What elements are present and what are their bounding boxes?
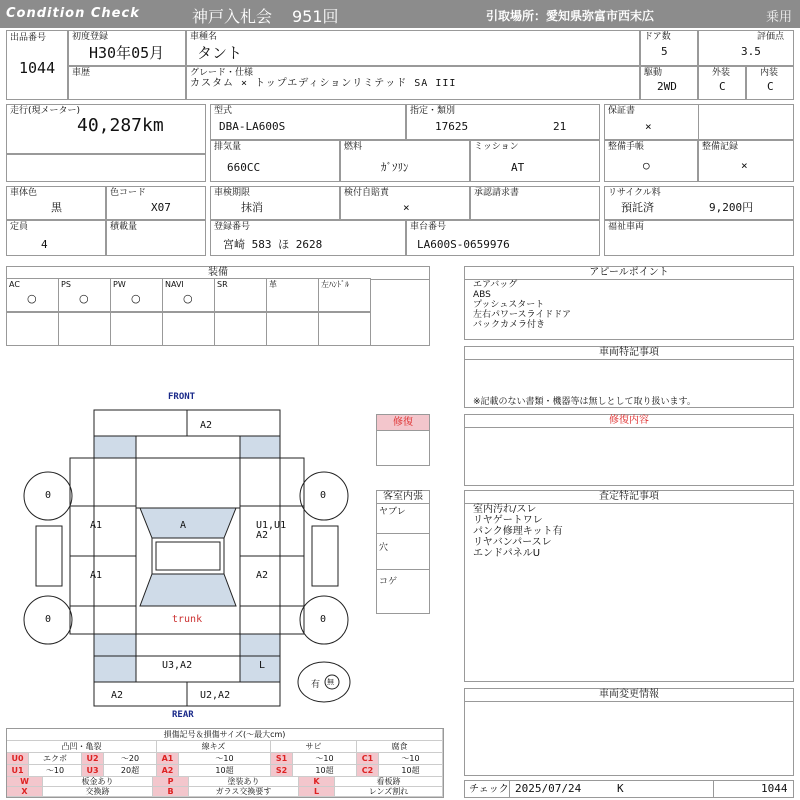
mileage-label: 走行(現メーター) — [10, 106, 81, 116]
trunk-label: trunk — [172, 614, 203, 625]
lot-number-box — [6, 30, 68, 100]
legend-code: S2 — [271, 765, 293, 777]
legend-mark-code: L — [299, 787, 335, 797]
equipment-name: 左ﾊﾝﾄﾞﾙ — [321, 280, 349, 289]
load-box — [106, 220, 206, 256]
self-liability: × — [403, 201, 410, 214]
mark-roof: A — [180, 520, 187, 531]
car-name-label: 車種名 — [190, 32, 218, 42]
assessment-item: リヤバンパースレ — [473, 537, 552, 548]
body-color-box — [6, 186, 106, 220]
first-reg: H30年05月 — [89, 44, 165, 62]
fuel: ｶﾞｿﾘﾝ — [381, 161, 409, 174]
check-number: 1044 — [761, 782, 788, 795]
equipment-cell — [318, 278, 371, 312]
interior-panel — [376, 490, 430, 614]
assessment-list — [473, 504, 563, 559]
legend-mark-code: B — [153, 787, 189, 797]
legend-desc: 10超 — [379, 765, 443, 777]
equipment-name: SR — [217, 280, 228, 289]
doors: 5 — [661, 45, 668, 58]
mark-front-left-door: A1 — [90, 520, 103, 531]
spare-tire-icon: 無 — [327, 678, 334, 686]
change-title: 車両変更情報 — [465, 689, 793, 702]
grade: カスタム × トップエディションリミテッド SA III — [190, 78, 457, 89]
score: 3.5 — [741, 45, 761, 58]
equipment-name: PW — [113, 280, 126, 289]
legend-title: 損傷記号＆損傷サイズ(～最大cm) — [7, 729, 443, 741]
record: × — [741, 159, 748, 172]
equipment-mark: ○ — [183, 292, 193, 305]
interior-tear: ヤブレ — [379, 507, 406, 517]
mileage: 40,287km — [77, 115, 164, 136]
inspection-box — [210, 186, 340, 220]
mark-rear-bumper-right: U2,A2 — [200, 690, 231, 701]
legend-desc: ～10 — [179, 753, 271, 765]
vehicle-category: 乗用 — [766, 10, 793, 25]
equipment-cell — [214, 278, 267, 312]
tire-front-left: 0 — [45, 490, 52, 501]
equipment-cell-empty — [6, 312, 59, 346]
warranty: × — [645, 120, 652, 133]
legend-mark-code: W — [7, 777, 43, 787]
equipment-cell — [58, 278, 111, 312]
check-date: 2025/07/24 — [515, 782, 582, 795]
lot-number: 1044 — [19, 59, 56, 77]
front-label: FRONT — [168, 392, 196, 402]
color-code: X07 — [151, 201, 171, 214]
change-panel — [464, 688, 794, 776]
car-name-box — [186, 30, 640, 66]
color-code-label: 色コード — [110, 188, 147, 198]
record-label: 整備記録 — [702, 142, 739, 152]
inspection-label: 車検期限 — [214, 188, 251, 198]
tire-rear-right: 0 — [320, 614, 327, 625]
appeal-item: プッシュスタート — [473, 300, 545, 310]
equipment-title: 装備 — [7, 267, 429, 280]
model-box — [210, 104, 406, 140]
legend-code: A2 — [157, 765, 179, 777]
special-panel — [464, 346, 794, 408]
exterior-grade: C — [719, 80, 726, 93]
assessment-item: リヤゲートワレ — [473, 515, 543, 526]
check-label: チェック — [469, 784, 509, 795]
repair-side-title: 修復 — [377, 415, 429, 431]
legend-group-rust: サビ — [271, 741, 357, 753]
reg-no: 宮崎 583 ほ 2628 — [223, 238, 323, 251]
legend-mark-code: X — [7, 787, 43, 797]
equipment-name: 革 — [269, 280, 277, 289]
body-color: 黒 — [51, 201, 62, 214]
fuel-box — [340, 140, 470, 182]
car-diagram — [6, 386, 376, 726]
car-name: タント — [197, 44, 243, 62]
drive-box — [640, 66, 698, 100]
self-liability-label: 検付自賠責 — [344, 188, 390, 198]
appeal-item: エアバッグ — [473, 280, 518, 290]
special-title: 車両特記事項 — [465, 347, 793, 360]
legend-code: U1 — [7, 765, 29, 777]
legend-mark-desc: ガラス交換要す — [189, 787, 299, 797]
legend-code: U2 — [82, 753, 104, 765]
mission-label: ミッション — [474, 142, 519, 152]
model: DBA-LA600S — [219, 120, 286, 133]
appeal-list — [473, 280, 571, 330]
mark-rear-left-door: A1 — [90, 570, 103, 581]
equipment-cell-empty — [58, 312, 111, 346]
legend-mark-desc: 看板跡 — [335, 777, 443, 787]
legend-desc: ～10 — [293, 753, 357, 765]
legend-code: A1 — [157, 753, 179, 765]
repair-side-box — [376, 414, 430, 466]
appeal-item: 左右パワースライドドア — [473, 310, 572, 320]
doors-box — [640, 30, 698, 66]
interior-grade-label: 内装 — [760, 68, 779, 78]
assessment-title: 査定特記事項 — [465, 491, 793, 504]
spec-box — [406, 104, 600, 140]
legend-desc: 20超 — [104, 765, 157, 777]
manual-label: 整備手帳 — [608, 142, 645, 152]
score-label: 評価点 — [757, 32, 785, 42]
welfare-label: 福祉車両 — [608, 222, 645, 232]
mark-rear-gate: U3,A2 — [162, 660, 193, 671]
chassis-label: 車台番号 — [410, 222, 447, 232]
equipment-cell-empty — [266, 312, 319, 346]
equipment-mark: ○ — [79, 292, 89, 305]
mission-box — [470, 140, 600, 182]
manual-box — [604, 140, 698, 182]
history-label: 車歴 — [72, 68, 91, 78]
interior-title: 客室内張 — [377, 491, 429, 504]
damage-legend — [6, 728, 444, 798]
mission: AT — [511, 161, 525, 174]
legend-mark-desc: 塗装あり — [189, 777, 299, 787]
manual: ○ — [643, 159, 650, 172]
equipment-name: AC — [9, 280, 20, 289]
spec-2: 21 — [553, 120, 567, 133]
mark-front-bumper: A2 — [200, 420, 213, 431]
self-liability-box — [340, 186, 470, 220]
pickup-location: 引取場所：愛知県弥富市西末広 — [486, 9, 655, 23]
legend-mark-desc: レンズ割れ — [335, 787, 443, 797]
equipment-cell-empty — [214, 312, 267, 346]
chassis: LA600S-0659976 — [417, 238, 510, 251]
doors-label: ドア数 — [644, 32, 671, 42]
equipment-cell-empty — [162, 312, 215, 346]
legend-mark-code: P — [153, 777, 189, 787]
interior-grade: C — [767, 80, 774, 93]
legend-desc: エクボ — [29, 753, 82, 765]
model-label: 型式 — [214, 106, 233, 116]
body-color-label: 車体色 — [10, 188, 38, 198]
warranty-label: 保証書 — [608, 106, 636, 116]
appeal-title: アピールポイント — [465, 267, 793, 280]
approval-box — [470, 186, 600, 220]
interior-hole: 穴 — [379, 543, 389, 553]
drive-label: 駆動 — [644, 68, 663, 78]
recycle-status: 預託済 — [621, 201, 654, 214]
auction-name: 神戸入札会 — [192, 7, 273, 26]
mileage-box — [6, 104, 206, 154]
check-bar — [464, 780, 794, 798]
legend-desc: 10超 — [293, 765, 357, 777]
legend-code: C1 — [357, 753, 379, 765]
equipment-cell — [266, 278, 319, 312]
grade-label: グレード・仕様 — [190, 68, 254, 78]
score-box — [698, 30, 794, 66]
equipment-cell — [6, 278, 59, 312]
color-code-box — [106, 186, 206, 220]
reg-no-label: 登録番号 — [214, 222, 251, 232]
fuel-label: 燃料 — [344, 142, 363, 152]
capacity: 4 — [41, 238, 48, 251]
legend-group-dent: 凸凹・亀裂 — [7, 741, 157, 753]
legend-desc: 10超 — [179, 765, 271, 777]
capacity-label: 定員 — [10, 222, 29, 232]
legend-mark-desc: 交換跡 — [43, 787, 153, 797]
interior-grade-box — [746, 66, 794, 100]
load-label: 積載量 — [110, 222, 138, 232]
tire-front-right: 0 — [320, 490, 327, 501]
equipment-cell — [162, 278, 215, 312]
history-box — [68, 66, 186, 100]
displacement: 660CC — [227, 161, 261, 174]
rear-label: REAR — [172, 710, 194, 720]
legend-code: S1 — [271, 753, 293, 765]
legend-code: C2 — [357, 765, 379, 777]
capacity-box — [6, 220, 106, 256]
mileage-sub-box — [6, 154, 206, 182]
drive: 2WD — [657, 80, 677, 93]
mark-right-front: U1,U1 — [256, 520, 287, 531]
tire-rear-left: 0 — [45, 614, 52, 625]
assessment-item: エンドパネルU — [473, 548, 541, 559]
legend-desc: ～20 — [104, 753, 157, 765]
assessment-item: パンク修理キット有 — [473, 526, 563, 537]
first-reg-label: 初度登録 — [72, 32, 109, 42]
interior-burn: コゲ — [379, 577, 398, 587]
welfare-box — [604, 220, 794, 256]
equipment-cell-empty — [318, 312, 371, 346]
displacement-label: 排気量 — [214, 142, 242, 152]
spec-label: 指定・類別 — [410, 106, 456, 116]
warranty-box — [604, 104, 794, 140]
equipment-cell-empty — [110, 312, 163, 346]
chassis-box — [406, 220, 600, 256]
approval-label: 承認請求書 — [474, 188, 520, 198]
spec-1: 17625 — [435, 120, 469, 133]
exterior-box — [698, 66, 746, 100]
legend-desc: ～10 — [379, 753, 443, 765]
recycle-label: リサイクル料 — [608, 188, 661, 198]
legend-group-scratch: 線キズ — [157, 741, 271, 753]
exterior-label: 外装 — [712, 68, 731, 78]
legend-mark-desc: 板金あり — [43, 777, 153, 787]
grade-box — [186, 66, 640, 100]
first-reg-box — [68, 30, 186, 66]
legend-code: U3 — [82, 765, 104, 777]
assessment-item: 室内汚れ/スレ — [473, 504, 537, 515]
legend-mark-code: K — [299, 777, 335, 787]
equipment-cell — [110, 278, 163, 312]
auction-lot: 951回 — [292, 7, 339, 26]
appeal-item: バックカメラ付き — [473, 320, 546, 330]
legend-desc: ～10 — [29, 765, 82, 777]
mark-right-front-2: A2 — [256, 530, 269, 541]
legend-code: U0 — [7, 753, 29, 765]
condition-check-title: Condition Check — [6, 6, 140, 21]
reg-no-box — [210, 220, 406, 256]
equipment-mark: ○ — [27, 292, 37, 305]
check-mark: K — [617, 782, 624, 795]
repair-panel — [464, 414, 794, 486]
record-box — [698, 140, 794, 182]
spare-tire-label: 有 — [311, 680, 321, 690]
assessment-panel — [464, 490, 794, 682]
recycle-box — [604, 186, 794, 220]
legend-group-corrosion: 腐食 — [357, 741, 443, 753]
appeal-panel — [464, 266, 794, 340]
mark-rear-right: L — [259, 660, 266, 671]
mark-right-rear: A2 — [256, 570, 269, 581]
inspection: 抹消 — [241, 201, 263, 214]
equipment-name: NAVI — [165, 280, 184, 289]
header-bar — [0, 0, 800, 28]
equipment-name: PS — [61, 280, 71, 289]
repair-title: 修復内容 — [465, 415, 793, 428]
mark-rear-bumper-left: A2 — [111, 690, 124, 701]
appeal-item: ABS — [473, 290, 491, 300]
recycle-fee: 9,200円 — [709, 201, 754, 214]
lot-number-label: 出品番号 — [10, 33, 47, 43]
special-note: ※記載のない書類・機器等は無しとして取り扱います。 — [473, 397, 696, 407]
equipment-mark: ○ — [131, 292, 141, 305]
displacement-box — [210, 140, 340, 182]
